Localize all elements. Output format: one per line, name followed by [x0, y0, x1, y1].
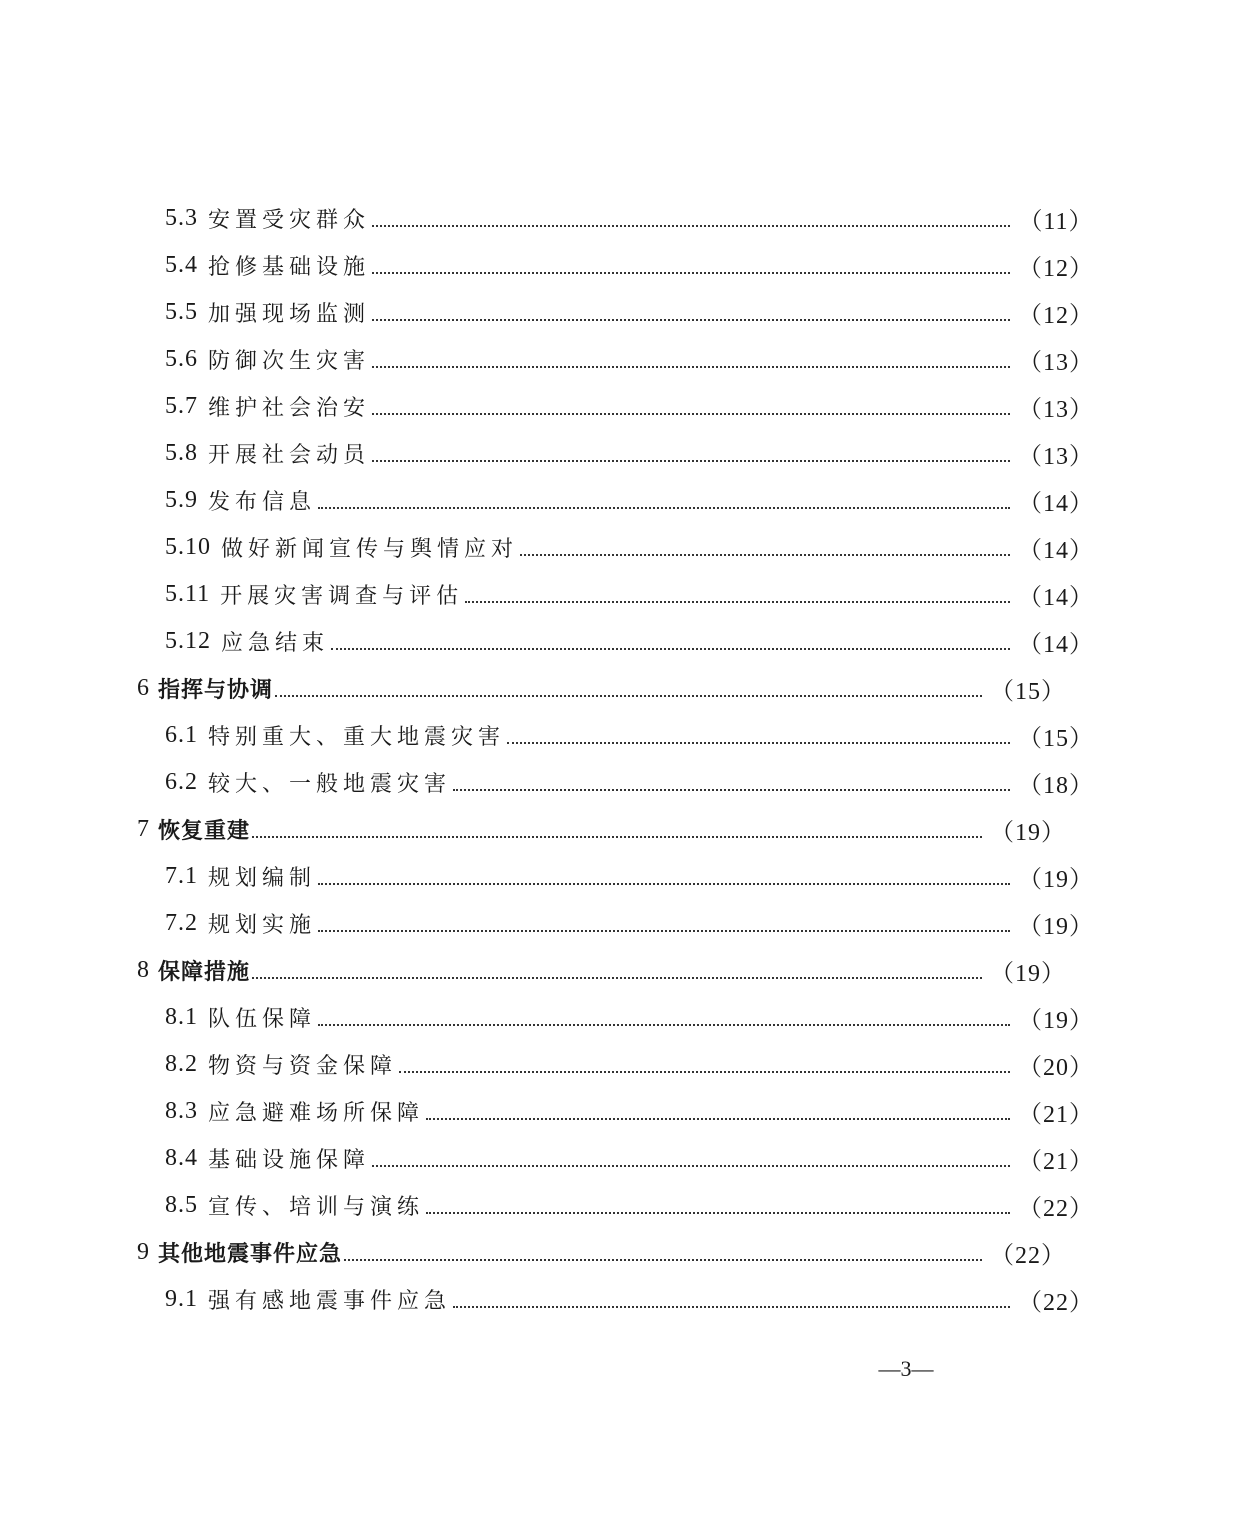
toc-section-entry[interactable] [0, 903, 1239, 943]
toc-section-entry[interactable] [0, 1044, 1239, 1084]
toc-entry-heading [165, 720, 505, 751]
toc-entry-title: 加强现场监测 [208, 301, 371, 327]
toc-entry-page: （19） [1018, 866, 1094, 893]
toc-entry-heading [165, 250, 370, 281]
toc-entry-heading [165, 626, 329, 657]
toc-entry-heading [165, 485, 316, 516]
toc-entry-number: 9.1 [165, 1285, 198, 1312]
toc-entry-title: 队伍保障 [208, 1006, 317, 1032]
toc-section-entry[interactable] [0, 386, 1239, 426]
toc-chapter-entry[interactable] [0, 1232, 1211, 1272]
page-number: —3— [878, 1356, 934, 1381]
toc-entry-number: 5.7 [165, 392, 198, 419]
toc-section-entry[interactable] [0, 1185, 1239, 1225]
toc-entry-page: （21） [1018, 1101, 1094, 1128]
toc-chapter-entry[interactable] [0, 668, 1211, 708]
toc-entry-heading [165, 203, 370, 234]
toc-section-entry[interactable] [0, 856, 1239, 896]
toc-entry-number: 5.4 [165, 251, 198, 278]
toc-entry-page: （15） [990, 678, 1066, 705]
toc-entry-title: 做好新闻宣传与舆情应对 [221, 536, 519, 562]
toc-entry-number: 7 [137, 815, 150, 842]
toc-entry-number: 5.11 [165, 580, 211, 607]
toc-entry-title: 发布信息 [208, 489, 317, 515]
toc-entry-heading [165, 438, 370, 469]
toc-entry-heading [165, 908, 316, 939]
toc-entry-number: 7.2 [165, 909, 198, 936]
toc-entry-heading [165, 532, 518, 563]
toc-entry-page: （15） [1018, 725, 1094, 752]
toc-entry-page: （11） [1018, 208, 1094, 235]
toc-section-entry[interactable] [0, 1091, 1239, 1131]
toc-entry-page: （22） [1018, 1195, 1094, 1222]
toc-entry-heading [165, 579, 463, 610]
toc-entry-title: 基础设施保障 [208, 1147, 371, 1173]
toc-chapter-entry[interactable] [0, 809, 1211, 849]
dot-leader [399, 1069, 1010, 1073]
toc-entry-heading [137, 955, 250, 986]
dot-leader [318, 1022, 1010, 1026]
dot-leader [318, 505, 1010, 509]
toc-section-entry[interactable] [0, 292, 1239, 332]
dot-leader [520, 552, 1010, 556]
toc-entry-heading [165, 391, 370, 422]
toc-entry-page: （14） [1018, 490, 1094, 517]
toc-section-entry[interactable] [0, 997, 1239, 1037]
toc-section-entry[interactable] [0, 527, 1239, 567]
toc-entry-title: 抢修基础设施 [208, 254, 371, 280]
toc-entry-number: 5.5 [165, 298, 198, 325]
toc-entry-number: 8.3 [165, 1097, 198, 1124]
toc-entry-number: 5.8 [165, 439, 198, 466]
toc-entry-title: 维护社会治安 [208, 395, 371, 421]
toc-entry-page: （19） [1018, 913, 1094, 940]
toc-entry-number: 9 [137, 1238, 150, 1265]
toc-section-entry[interactable] [0, 715, 1239, 755]
toc-entry-number: 5.10 [165, 533, 211, 560]
toc-entry-title: 开展社会动员 [208, 442, 371, 468]
dot-leader [252, 834, 982, 838]
toc-entry-title: 开展灾害调查与评估 [220, 583, 464, 609]
toc-entry-title: 保障措施 [158, 959, 251, 985]
dot-leader [426, 1210, 1010, 1214]
toc-entry-page: （18） [1018, 772, 1094, 799]
toc-section-entry[interactable] [0, 339, 1239, 379]
toc-entry-title: 物资与资金保障 [208, 1053, 398, 1079]
dot-leader [252, 975, 982, 979]
toc-entry-title: 其他地震事件应急 [158, 1241, 343, 1267]
dot-leader [372, 223, 1010, 227]
dot-leader [372, 317, 1010, 321]
toc-entry-number: 5.6 [165, 345, 198, 372]
toc-entry-number: 6.1 [165, 721, 198, 748]
toc-entry-heading [165, 344, 370, 375]
dot-leader [372, 1163, 1010, 1167]
toc-entry-number: 8.4 [165, 1144, 198, 1171]
toc-entry-page: （12） [1018, 255, 1094, 282]
toc-entry-heading [137, 673, 273, 704]
toc-entry-number: 6 [137, 674, 150, 701]
dot-leader [318, 928, 1010, 932]
toc-entry-title: 规划编制 [208, 865, 317, 891]
dot-leader [465, 599, 1010, 603]
toc-section-entry[interactable] [0, 1138, 1239, 1178]
toc-entry-heading [165, 1284, 451, 1315]
toc-entry-number: 8 [137, 956, 150, 983]
dot-leader [426, 1116, 1010, 1120]
toc-entry-page: （13） [1018, 443, 1094, 470]
dot-leader [372, 364, 1010, 368]
toc-entry-heading [165, 1002, 316, 1033]
toc-entry-page: （13） [1018, 349, 1094, 376]
dot-leader [275, 693, 982, 697]
toc-entry-title: 特别重大、重大地震灾害 [208, 724, 506, 750]
toc-section-entry[interactable] [0, 198, 1239, 238]
toc-entry-number: 5.12 [165, 627, 211, 654]
toc-section-entry[interactable] [0, 621, 1239, 661]
dot-leader [453, 1304, 1010, 1308]
toc-section-entry[interactable] [0, 574, 1239, 614]
toc-entry-page: （14） [1018, 537, 1094, 564]
toc-entry-title: 应急结束 [221, 630, 330, 656]
toc-entry-heading [137, 814, 250, 845]
toc-entry-title: 宣传、培训与演练 [208, 1194, 425, 1220]
toc-entry-page: （19） [1018, 1007, 1094, 1034]
toc-entry-title: 较大、一般地震灾害 [208, 771, 452, 797]
toc-entry-number: 6.2 [165, 768, 198, 795]
dot-leader [372, 270, 1010, 274]
dot-leader [507, 740, 1010, 744]
toc-entry-number: 8.1 [165, 1003, 198, 1030]
toc-entry-title: 应急避难场所保障 [208, 1100, 425, 1126]
toc-entry-title: 防御次生灾害 [208, 348, 371, 374]
toc-entry-title: 安置受灾群众 [208, 207, 371, 233]
toc-entry-page: （14） [1018, 631, 1094, 658]
toc-entry-heading [165, 1190, 424, 1221]
toc-entry-heading [165, 767, 451, 798]
toc-entry-number: 7.1 [165, 862, 198, 889]
toc-section-entry[interactable] [0, 480, 1239, 520]
toc-entry-number: 5.3 [165, 204, 198, 231]
toc-entry-page: （12） [1018, 302, 1094, 329]
toc-entry-title: 恢复重建 [158, 818, 251, 844]
dot-leader [318, 881, 1010, 885]
toc-section-entry[interactable] [0, 245, 1239, 285]
toc-entry-title: 规划实施 [208, 912, 317, 938]
dot-leader [372, 458, 1010, 462]
dot-leader [453, 787, 1010, 791]
toc-entry-page: （14） [1018, 584, 1094, 611]
toc-entry-page: （22） [990, 1242, 1066, 1269]
toc-entry-heading [165, 861, 316, 892]
toc-entry-heading [165, 1143, 370, 1174]
toc-section-entry[interactable] [0, 433, 1239, 473]
toc-entry-heading [137, 1237, 342, 1268]
dot-leader [372, 411, 1010, 415]
toc-entry-page: （13） [1018, 396, 1094, 423]
toc-section-entry[interactable] [0, 1279, 1239, 1319]
toc-entry-page: （22） [1018, 1289, 1094, 1316]
toc-entry-heading [165, 1049, 397, 1080]
toc-entry-heading [165, 1096, 424, 1127]
toc-entry-page: （20） [1018, 1054, 1094, 1081]
dot-leader [344, 1257, 982, 1261]
toc-entry-page: （19） [990, 960, 1066, 987]
toc-entry-page: （19） [990, 819, 1066, 846]
toc-chapter-entry[interactable] [0, 950, 1211, 990]
toc-entry-title: 强有感地震事件应急 [208, 1288, 452, 1314]
toc-entry-page: （21） [1018, 1148, 1094, 1175]
toc-section-entry[interactable] [0, 762, 1239, 802]
toc-entry-title: 指挥与协调 [158, 677, 274, 703]
toc-entry-number: 8.5 [165, 1191, 198, 1218]
toc-entry-heading [165, 297, 370, 328]
toc-entry-number: 8.2 [165, 1050, 198, 1077]
dot-leader [331, 646, 1010, 650]
toc-entry-number: 5.9 [165, 486, 198, 513]
